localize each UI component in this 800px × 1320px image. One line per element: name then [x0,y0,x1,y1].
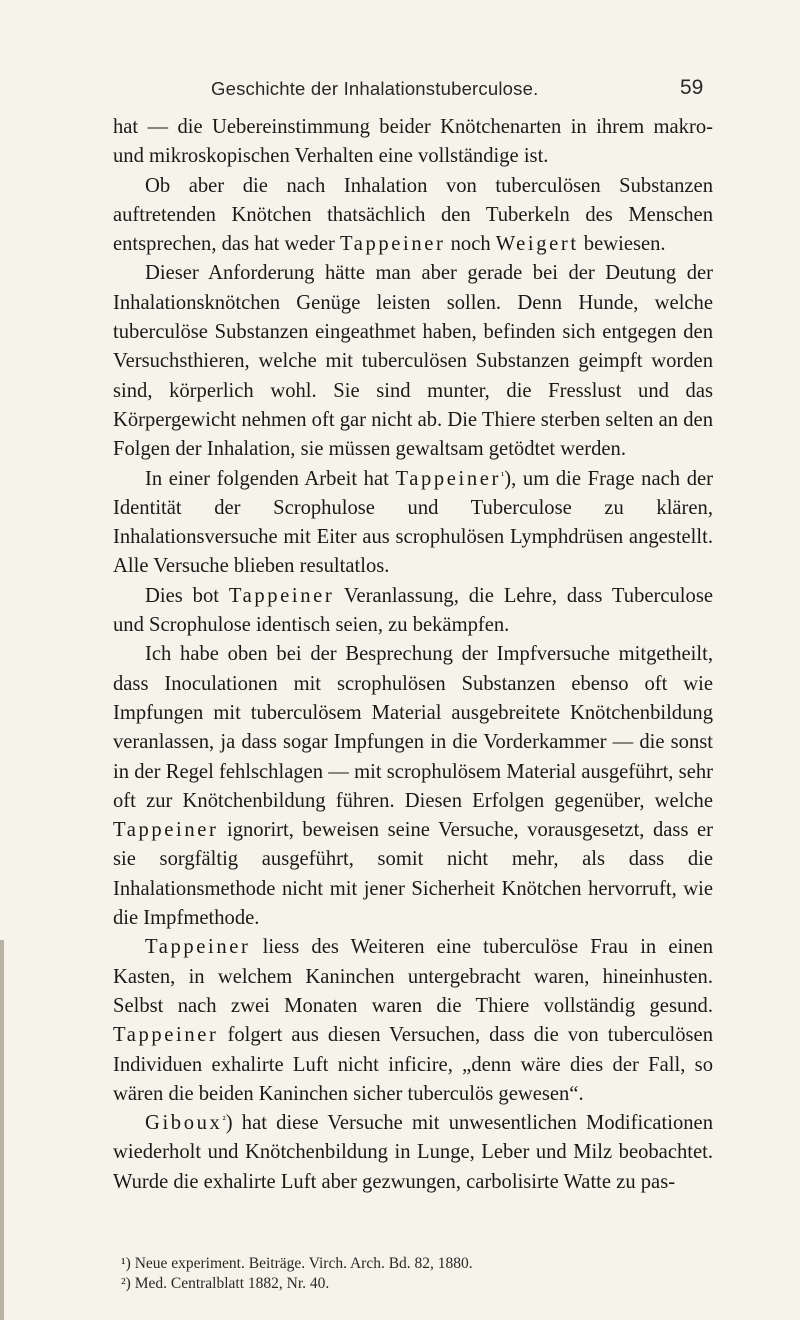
text-run: bewiesen. [578,233,666,256]
text-run: Veranlassung, die Lehre, dass Tuberculose und Scrophulose identisch seien, zu bekämpfen. [113,584,713,637]
author-name: Tappeiner [145,936,251,959]
text-run: In einer folgenden Arbeit hat [145,467,396,490]
text-run: Ich habe oben bei der Besprechung der Impfversuche mitgetheilt, dass Inoculationen mit scrophulösen Substanzen ebenso oft wie Impfungen mit tuberculösem Material ausgebreitete Knötchenbildung veranlassen, ja dass sogar Impfungen in die Vorderkammer — die sonst in der Regel fehlschlagen — mit scrophulösem Material ausgeführt, sehr oft zur Knötchenbildung führen. Diesen Erfolgen gegenüber, welche [113,643,713,812]
paragraph [113,1109,713,1197]
paragraph [113,113,713,172]
author-name: Giboux [145,1112,223,1135]
running-head-title: Geschichte der Inhalationstuberculose. [211,78,539,99]
text-run: folgert aus diesen Versuchen, dass die von tuberculösen Individuen exhalirte Luft nicht inficire, „denn wäre dies der Fall, so wären die beiden Kaninchen sicher tuberculös gewesen“. [113,1024,713,1105]
footnote [113,1254,713,1274]
body-text [113,113,713,1197]
author-name: Tappeiner [340,233,446,256]
footnotes [113,1254,713,1294]
footnote-text: Med. Centralblatt 1882, Nr. 40. [130,1275,330,1292]
footnote-mark: ²) [121,1275,131,1292]
text-run: noch [445,233,496,256]
footnote [113,1274,713,1294]
footnote-text: Neue experiment. Beiträge. Virch. Arch. Bd. 82, 1880. [130,1255,473,1272]
paragraph [113,259,713,464]
text-run: Dies bot [145,584,229,607]
text-run: liess des Weiteren eine tuberculöse Frau in einen Kasten, in welchem Kaninchen untergebracht waren, hineinhusten. Selbst nach zwei Monaten waren die Thiere vollständig gesund. [113,936,713,1017]
footnote-mark: ¹) [121,1255,131,1272]
text-run: ) hat diese Versuche mit unwesentlichen Modificationen wiederholt und Knötchenbildung in Lunge, Leber und Milz beobachtet. Wurde die exhalirte Luft aber gezwungen, carbolisirte Watte zu pas- [113,1112,713,1193]
running-head [0,78,800,108]
text-run: Ob aber die nach Inhalation von tuberculösen Substanzen auftretenden Knötchen thatsächlich den Tuberkeln des Menschen entsprechen, das hat weder [113,174,713,256]
author-name: Weigert [495,233,579,256]
paragraph [113,933,713,1109]
author-name: Tappeiner [228,584,335,607]
text-run: ignorirt, beweisen seine Versuche, vorausgesetzt, dass er sie sorgfältig ausgeführt, somit nicht mehr, als dass die Inhalationsmethode nicht mit jener Sicherheit Knötchen hervorruft, wie die Impfmethode. [113,819,713,930]
paragraph [113,172,713,260]
footnote-ref: ¹ [500,469,505,482]
text-run: hat — die Uebereinstimmung beider Knötchenarten in ihrem makro- und mikroskopischen Verhalten eine vollständige ist. [113,116,713,168]
paragraph [113,582,713,641]
paragraph [113,640,713,933]
author-name: Tappeiner [113,1024,219,1047]
author-name: Tappeiner [113,819,219,842]
paragraph [113,465,713,582]
text-run: Dieser Anforderung hätte man aber gerade bei der Deutung der Inhalationsknötchen Genüge leisten sollen. Denn Hunde, welche tuberculöse Substanzen eingeathmet haben, befinden sich entgegen den Versuchsthieren, welche mit tuberculösen Substanzen geimpft worden sind, körperlich wohl. Sie sind munter, die Fresslust und das Körpergewicht nehmen oft gar nicht ab. Die Thiere sterben selten an den Folgen der Inhalation, sie müssen gewaltsam getödtet werden. [113,262,713,461]
page-number: 59 [680,76,704,99]
page-edge-shadow [0,940,4,1320]
text-run: ), um die Frage nach der Identität der Scrophulose und Tuberculose zu klären, Inhalationsversuche mit Eiter aus scrophulösen Lymphdrüsen angestellt. Alle Versuche blieben resultatlos. [113,467,713,578]
footnote-ref: ² [222,1114,226,1127]
author-name: Tappeiner [395,467,501,490]
